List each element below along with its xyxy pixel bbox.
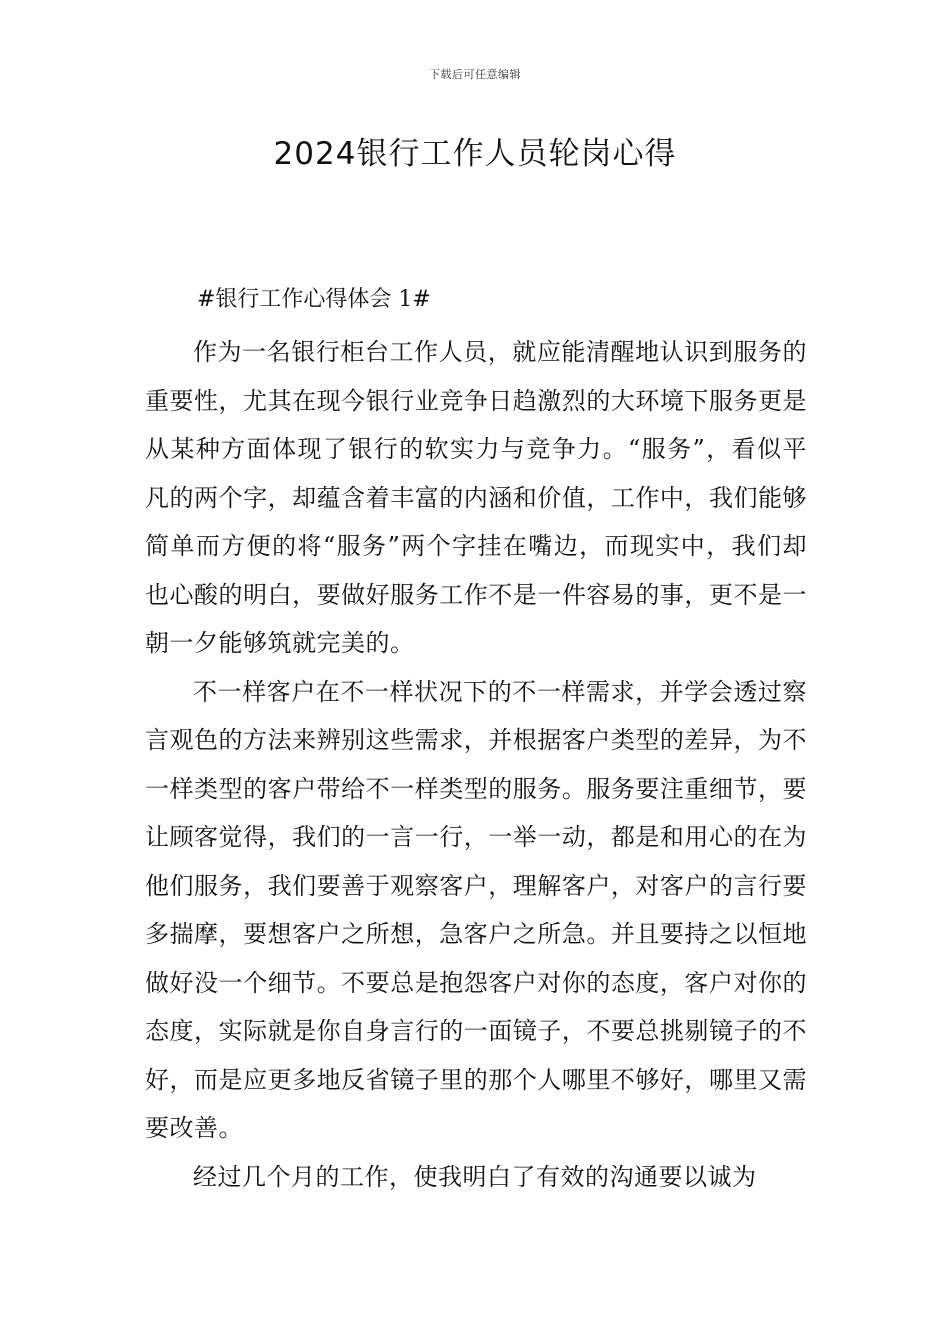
paragraph-2: 不一样客户在不一样状况下的不一样需求，并学会透过察言观色的方法来辨别这些需求，并根据客户类型的差异，为不一样类型的客户带给不一样类型的服务。服务要注重细节，要让顾客觉得，我们的一言一行，一举一动，都是和用心的在为他们服务，我们要善于观察客户，理解客户，对客户的言行要多揣摩，要想客户之所想，急客户之所急。并且要持之以恒地做好没一个细节。不要总是抱怨客户对你的态度，客户对你的态度，实际就是你自身言行的一面镜子，不要总挑剔镜子的不好，而是应更多地反省镜子里的那个人哪里不够好，哪里又需要改善。 [145, 677, 807, 1142]
paragraph-1: 作为一名银行柜台工作人员，就应能清醒地认识到服务的重要性，尤其在现今银行业竞争日趋激烈的大环境下服务更是从某种方面体现了银行的软实力与竞争力。“服务”，看似平凡的两个字，却蕴含着丰富的内涵和价值，工作中，我们能够简单而方便的将“服务”两个字挂在嘴边，而现实中，我们却也心酸的明白，要做好服务工作不是一件容易的事，更不是一朝一夕能够筑就完美的。 [145, 338, 807, 657]
paragraph-3: 经过几个月的工作，使我明白了有效的沟通要以诚为 [193, 1162, 757, 1191]
section-heading: #银行工作心得体会 1# [197, 287, 431, 312]
document-body [145, 280, 807, 1201]
document-title: 2024银行工作人员轮岗心得 [273, 136, 677, 172]
header-note: 下载后可任意编辑 [429, 68, 521, 81]
